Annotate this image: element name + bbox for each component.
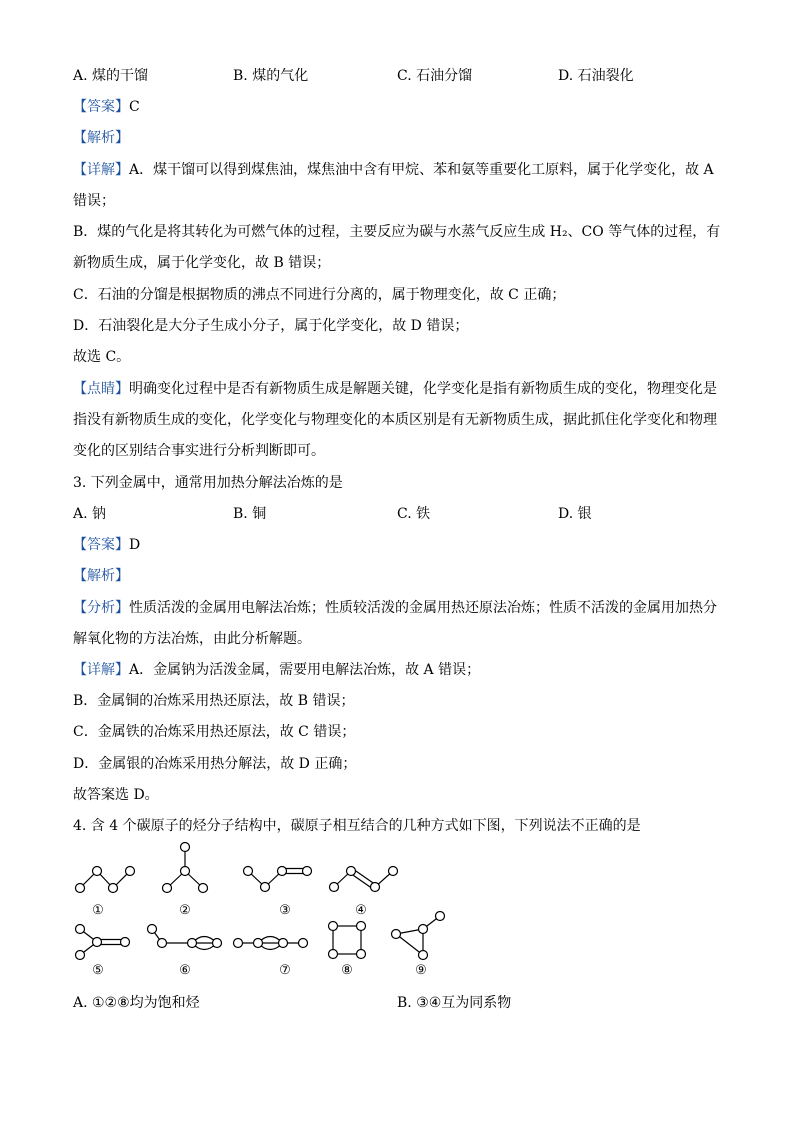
- q2-detail-line-7: 故选 C。: [73, 349, 131, 365]
- detail-text: A．煤干馏可以得到煤焦油，煤焦油中含有甲烷、苯和氨等重要化工原料，属于化学变化，故 A: [129, 162, 714, 178]
- structure-8: [329, 922, 366, 959]
- q2-option-b: B. 煤的气化: [233, 68, 309, 84]
- structure-1: [76, 867, 135, 893]
- q3-option-a: A. 钠: [73, 506, 107, 522]
- detail-tag: 【详解】: [73, 162, 129, 178]
- structure-5: [76, 925, 130, 960]
- comment-text: 明确变化过程中是否有新物质生成是解题关键，化学变化是指有新物质生成的变化，物理变化是: [129, 381, 717, 397]
- q3-analysis-tag: 【解析】: [73, 568, 129, 584]
- structure-label-5: ⑤: [92, 963, 104, 978]
- structure-9: [392, 912, 445, 960]
- q3-detail-line-3: C．金属铁的冶炼采用热还原法，故 C 错误；: [73, 724, 356, 740]
- q2-option-a: A. 煤的干馏: [73, 68, 149, 84]
- structure-7: [234, 937, 308, 950]
- structure-label-2: ②: [179, 903, 191, 918]
- structure-label-6: ⑥: [179, 963, 191, 978]
- q2-detail-line-4: 新物质生成，属于化学变化，故 B 错误；: [73, 255, 331, 271]
- q3-analysis-line-2: 解氧化物的方法冶炼，由此分析解题。: [73, 631, 311, 647]
- structure-3: [244, 867, 312, 892]
- detail-tag: 【详解】: [73, 662, 129, 678]
- q3-option-b: B. 铜: [233, 506, 267, 522]
- structure-4: [330, 867, 398, 892]
- structure-6: [148, 925, 222, 950]
- answer-value: C: [129, 99, 140, 115]
- structure-label-4: ④: [355, 903, 367, 918]
- q4-stem: 4. 含 4 个碳原子的烃分子结构中，碳原子相互结合的几种方式如下图，下列说法不正确的是: [73, 818, 641, 834]
- q2-option-c: C. 石油分馏: [397, 68, 473, 84]
- q2-detail-line-6: D．石油裂化是大分子生成小分子，属于化学变化，故 D 错误；: [73, 318, 469, 334]
- q2-comment-line-3: 变化的区别结合事实进行分析判断即可。: [73, 443, 325, 459]
- comment-tag: 【点睛】: [73, 381, 129, 397]
- q3-option-d: D. 银: [558, 506, 592, 522]
- structure-2: [163, 843, 208, 893]
- structure-label-7: ⑦: [279, 963, 291, 978]
- q3-detail-line-4: D．金属银的冶炼采用热分解法，故 D 正确；: [73, 756, 357, 772]
- structure-label-8: ⑧: [341, 963, 353, 978]
- structure-label-9: ⑨: [415, 963, 427, 978]
- q2-analysis-tag: 【解析】: [73, 130, 129, 146]
- q3-detail-line-5: 故答案选 D。: [73, 787, 159, 803]
- analysis-tag: 【分析】: [73, 600, 129, 616]
- detail-text: A．金属钠为活泼金属，需要用电解法冶炼，故 A 错误；: [129, 662, 481, 678]
- structure-label-3: ③: [279, 903, 291, 918]
- answer-tag: 【答案】: [73, 537, 129, 553]
- q3-detail-line-2: B．金属铜的冶炼采用热还原法，故 B 错误；: [73, 693, 355, 709]
- answer-value: D: [129, 537, 141, 553]
- analysis-text: 性质活泼的金属用电解法冶炼；性质较活泼的金属用热还原法冶炼；性质不活泼的金属用加热分: [129, 600, 717, 616]
- q3-option-c: C. 铁: [397, 506, 431, 522]
- q4-option-b: B. ③④互为同系物: [397, 995, 512, 1011]
- q2-detail-line-3: B．煤的气化是将其转化为可燃气体的过程，主要反应为碳与水蒸气反应生成 H₂、CO 等气体的过程，有: [73, 224, 721, 240]
- q4-option-a: A. ①②⑧均为饱和烃: [73, 995, 200, 1011]
- structure-label-1: ①: [92, 903, 104, 918]
- q2-option-d: D. 石油裂化: [558, 68, 634, 84]
- q2-detail-line-5: C．石油的分馏是根据物质的沸点不同进行分离的，属于物理变化，故 C 正确；: [73, 287, 566, 303]
- answer-tag: 【答案】: [73, 99, 129, 115]
- q2-comment-line-2: 指没有新物质生成的变化，化学变化与物理变化的本质区别是有无新物质生成，据此抓住化学变化和物理: [73, 412, 717, 428]
- q3-stem: 3. 下列金属中，通常用加热分解法冶炼的是: [73, 475, 343, 491]
- q2-detail-line-2: 错误；: [73, 193, 115, 209]
